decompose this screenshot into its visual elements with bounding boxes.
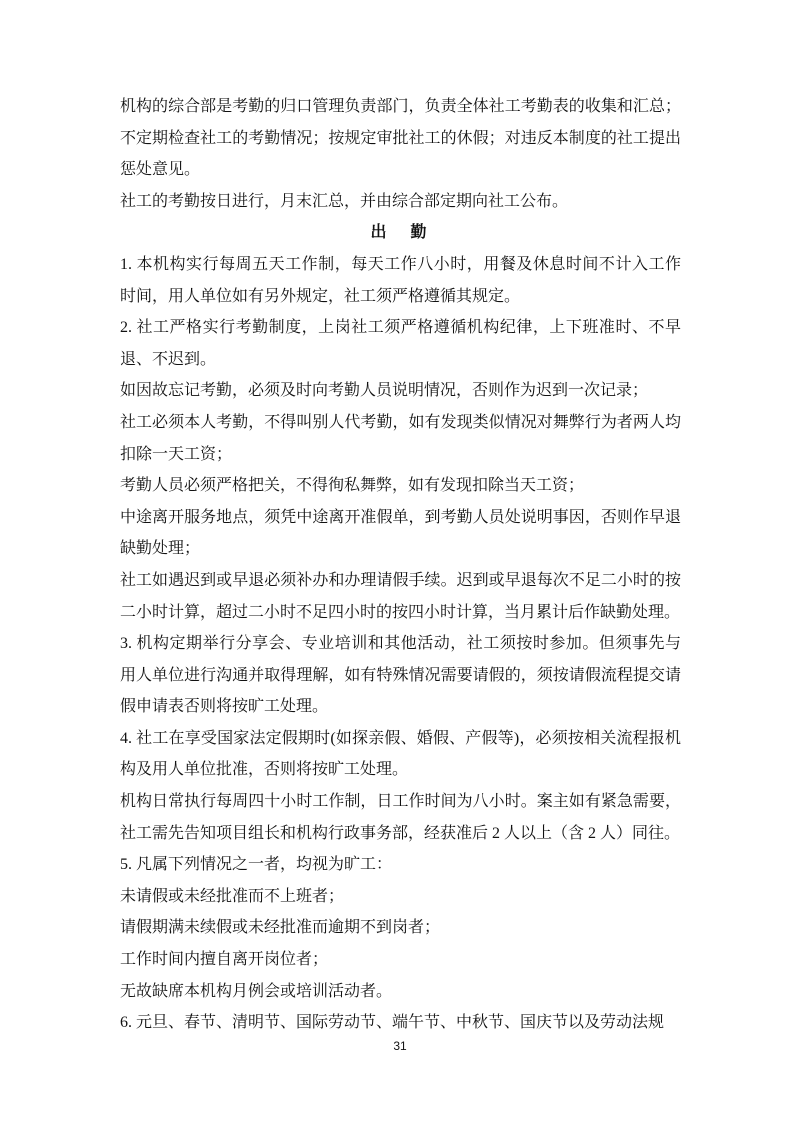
document-body [120, 91, 681, 1039]
text-line: 二小时计算，超过二小时不足四小时的按四小时计算，当月累计后作缺勤处理。 [120, 603, 681, 621]
text-line: 社工需先告知项目组长和机构行政事务部，经获准后 2 人以上（含 2 人）同往。 [120, 824, 681, 842]
text-line: 工作时间内擅自离开岗位者； [120, 951, 329, 969]
paragraph [120, 565, 681, 628]
text-line: 5. 凡属下列情况之一者，均视为旷工： [120, 856, 393, 874]
paragraph [120, 470, 681, 502]
page-number: 31 [393, 1039, 407, 1053]
text-line: 如因故忘记考勤，必须及时向考勤人员说明情况，否则作为迟到一次记录； [120, 382, 649, 400]
text-line: 3. 机构定期举行分享会、专业培训和其他活动，社工须按时参加。但须事先与 [120, 635, 681, 653]
paragraph [120, 723, 681, 786]
text-line: 构及用人单位批准，否则将按旷工处理。 [120, 761, 409, 779]
text-line: 请假期满未续假或未经批准而逾期不到岗者； [120, 919, 441, 937]
text-line: 未请假或未经批准而不上班者； [120, 887, 345, 905]
paragraph [120, 786, 681, 849]
section-heading: 出 勤 [370, 224, 431, 242]
paragraph [120, 912, 681, 944]
text-line: 社工必须本人考勤，不得叫别人代考勤，如有发现类似情况对舞弊行为者两人均 [120, 413, 681, 431]
text-line: 考勤人员必须严格把关，不得徇私舞弊，如有发现扣除当天工资； [120, 477, 585, 495]
text-line: 1. 本机构实行每周五天工作制，每天工作八小时，用餐及休息时间不计入工作 [120, 255, 681, 273]
text-line: 中途离开服务地点，须凭中途离开准假单，到考勤人员处说明事因，否则作早退 [120, 508, 681, 526]
text-line: 4. 社工在享受国家法定假期时(如探亲假、婚假、产假等)，必须按相关流程报机 [120, 729, 681, 747]
intro-section [120, 91, 681, 217]
text-line: 缺勤处理； [120, 540, 201, 558]
text-line: 假申请表否则将按旷工处理。 [120, 698, 329, 716]
text-line: 社工的考勤按日进行，月末汇总，并由综合部定期向社工公布。 [120, 192, 569, 210]
paragraph [120, 849, 681, 881]
paragraph [120, 628, 681, 723]
text-line: 惩处意见。 [120, 161, 201, 179]
text-line: 机构的综合部是考勤的归口管理负责部门，负责全体社工考勤表的收集和汇总； [120, 98, 681, 115]
paragraph [120, 944, 681, 976]
text-line: 无故缺席本机构月例会或培训活动者。 [120, 982, 393, 1000]
paragraph [120, 186, 681, 218]
paragraph [120, 312, 681, 375]
paragraph [120, 1007, 681, 1039]
text-line: 社工如遇迟到或早退必须补办和办理请假手续。迟到或早退每次不足二小时的按 [120, 571, 681, 589]
text-line: 不定期检查社工的考勤情况；按规定审批社工的休假；对违反本制度的社工提出 [120, 129, 681, 147]
text-line: 扣除一天工资； [120, 445, 233, 463]
text-line: 退、不迟到。 [120, 350, 217, 368]
paragraph [120, 502, 681, 565]
text-line: 机构日常执行每周四十小时工作制，日工作时间为八小时。案主如有紧急需要， [120, 793, 681, 811]
attendance-section [120, 249, 681, 1039]
text-line: 2. 社工严格实行考勤制度，上岗社工须严格遵循机构纪律，上下班准时、不早 [120, 319, 681, 337]
text-line: 用人单位进行沟通并取得理解，如有特殊情况需要请假的，须按请假流程提交请 [120, 666, 681, 684]
paragraph [120, 375, 681, 407]
paragraph [120, 881, 681, 913]
text-line: 时间，用人单位如有另外规定，社工须严格遵循其规定。 [120, 287, 521, 305]
paragraph [120, 407, 681, 470]
paragraph [120, 91, 681, 186]
text-line: 6. 元旦、春节、清明节、国际劳动节、端午节、中秋节、国庆节以及劳动法规 [120, 1014, 665, 1032]
paragraph [120, 249, 681, 312]
paragraph [120, 976, 681, 1008]
